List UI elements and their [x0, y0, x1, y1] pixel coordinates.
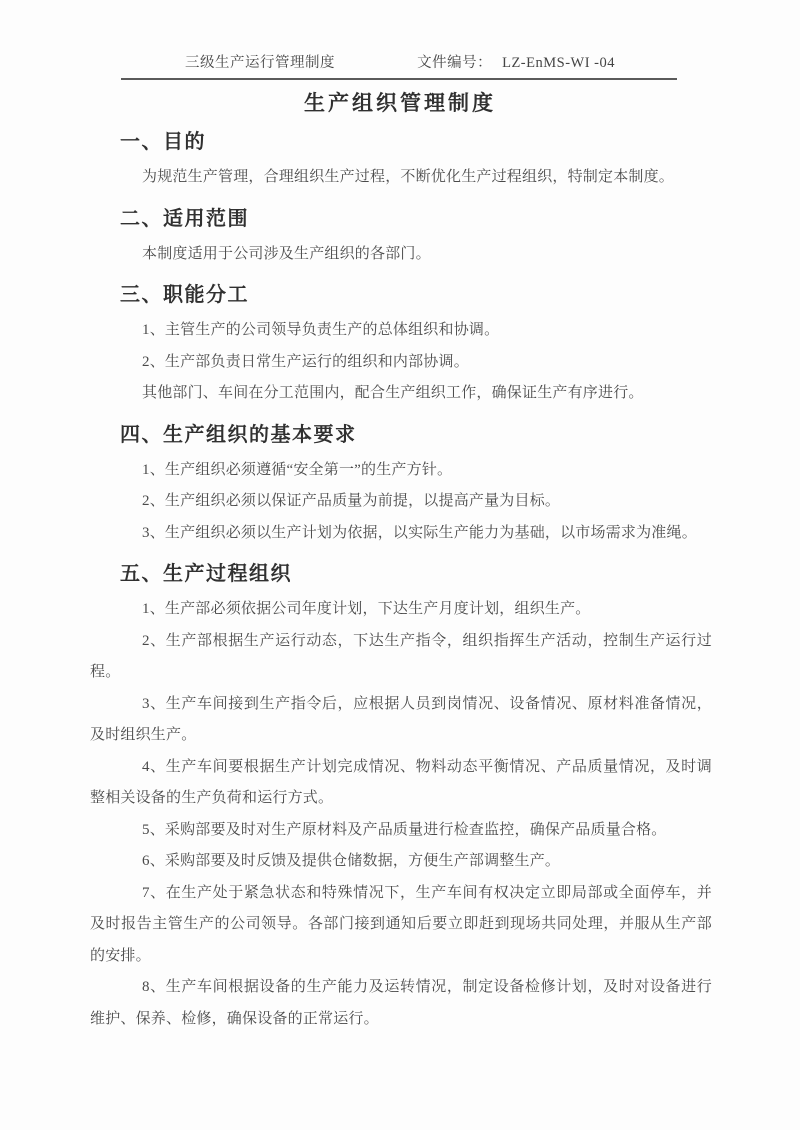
paragraph: 3、生产车间接到生产指令后，应根据人员到岗情况、设备情况、原材料准备情况，及时组织生产。 — [90, 695, 712, 743]
paragraph: 为规范生产管理，合理组织生产过程，不断优化生产过程组织，特制定本制度。 — [142, 169, 675, 185]
paragraph: 2、生产部根据生产运行动态，下达生产指令，组织指挥生产活动，控制生产运行过程。 — [90, 632, 712, 680]
paragraph: 1、生产组织必须遵循“安全第一”的生产方针。 — [142, 461, 453, 478]
header-doc-number — [417, 52, 615, 74]
section-heading-purpose: 一、目的 — [120, 131, 206, 153]
section-heading-scope: 二、适用范围 — [120, 207, 249, 230]
paragraph: 7、在生产处于紧急状态和特殊情况下，生产车间有权决定立即局部或全面停车，并及时报告主管生产的公司领导。各部门接到通知后要立即赶到现场共同处理，并服从生产部的安排。 — [90, 884, 712, 964]
document-title: 生产组织管理制度 — [304, 91, 496, 115]
paragraph: 本制度适用于公司涉及生产组织的各部门。 — [142, 245, 431, 262]
section-heading-basic-requirements: 四、生产组织的基本要求 — [120, 423, 357, 446]
header-doc-type: 三级生产运行管理制度 — [185, 55, 335, 71]
section-heading-responsibilities: 三、职能分工 — [120, 284, 249, 306]
paragraph: 6、采购部要及时反馈及提供仓储数据，方便生产部调整生产。 — [142, 853, 561, 869]
page-header — [121, 52, 677, 80]
section-heading-process-organization: 五、生产过程组织 — [120, 563, 292, 585]
paragraph: 5、采购部要及时对生产原材料及产品质量进行检查监控，确保产品质量合格。 — [142, 821, 667, 838]
doc-number-value: LZ-EnMS-WI -04 — [502, 55, 615, 71]
paragraph: 2、生产组织必须以保证产品质量为前提，以提高产量为目标。 — [142, 493, 561, 509]
paragraph: 1、主管生产的公司领导负责生产的总体组织和协调。 — [142, 322, 500, 338]
paragraph: 8、生产车间根据设备的生产能力及运转情况，制定设备检修计划，及时对设备进行维护、保养、检修，确保设备的正常运行。 — [90, 979, 712, 1027]
paragraph: 3、生产组织必须以生产计划为依据，以实际生产能力为基础，以市场需求为准绳。 — [142, 524, 697, 541]
paragraph: 其他部门、车间在分工范围内，配合生产组织工作，确保证生产有序进行。 — [142, 385, 644, 401]
paragraph: 2、生产部负责日常生产运行的组织和内部协调。 — [142, 353, 469, 370]
paragraph: 4、生产车间要根据生产计划完成情况、物料动态平衡情况、产品质量情况，及时调整相关设备的生产负荷和运行方式。 — [90, 758, 712, 806]
doc-number-label: 文件编号： — [417, 55, 493, 71]
paragraph: 1、生产部必须依据公司年度计划，下达生产月度计划，组织生产。 — [142, 601, 591, 617]
document-body — [90, 130, 712, 1035]
